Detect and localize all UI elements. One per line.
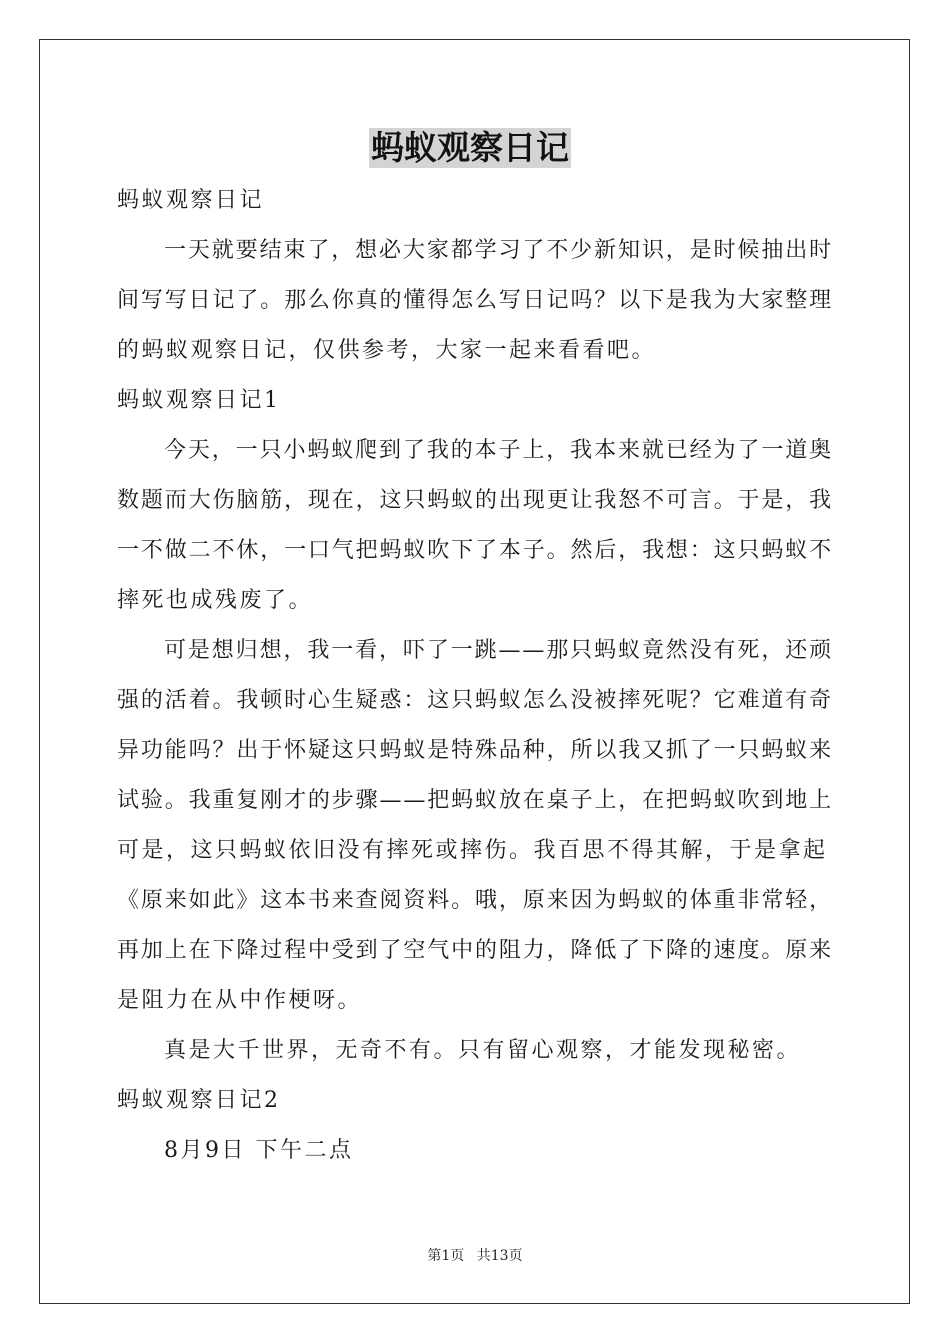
body-line: 是阻力在从中作梗呀。 bbox=[117, 988, 363, 1013]
body-line: 强的活着。我顿时心生疑惑：这只蚂蚁怎么没被摔死呢？它难道有奇 bbox=[117, 688, 834, 713]
body-line: 可是想归想，我一看，吓了一跳——那只蚂蚁竟然没有死，还顽 bbox=[164, 638, 834, 663]
body-line: 一天就要结束了，想必大家都学习了不少新知识，是时候抽出时 bbox=[164, 238, 834, 263]
body-line: 异功能吗？出于怀疑这只蚂蚁是特殊品种，所以我又抓了一只蚂蚁来 bbox=[117, 738, 834, 763]
page-number: 第1页 bbox=[427, 1248, 465, 1264]
body-line: 蚂蚁观察日记2 bbox=[117, 1088, 281, 1113]
body-line: 数题而大伤脑筋，现在，这只蚂蚁的出现更让我怒不可言。于是，我 bbox=[117, 488, 834, 513]
document-title: 蚂蚁观察日记 bbox=[371, 128, 569, 167]
body-line: 试验。我重复刚才的步骤——把蚂蚁放在桌子上，在把蚂蚁吹到地上 bbox=[117, 788, 834, 813]
body-line: 间写写日记了。那么你真的懂得怎么写日记吗？以下是我为大家整理 bbox=[117, 288, 834, 313]
body-line: 《原来如此》这本书来查阅资料。哦，原来因为蚂蚁的体重非常轻， bbox=[117, 888, 834, 913]
page-total: 共13页 bbox=[476, 1248, 523, 1264]
body-line: 摔死也成残废了。 bbox=[117, 588, 314, 613]
body-line: 的蚂蚁观察日记，仅供参考，大家一起来看看吧。 bbox=[117, 338, 657, 363]
body-line: 今天，一只小蚂蚁爬到了我的本子上，我本来就已经为了一道奥 bbox=[164, 438, 834, 463]
body-line: 真是大千世界，无奇不有。只有留心观察，才能发现秘密。 bbox=[164, 1038, 802, 1063]
body-line: 一不做二不休，一口气把蚂蚁吹下了本子。然后，我想：这只蚂蚁不 bbox=[117, 538, 834, 563]
page-footer bbox=[0, 1247, 950, 1265]
body-line: 再加上在下降过程中受到了空气中的阻力，降低了下降的速度。原来 bbox=[117, 938, 834, 963]
body-line: 可是，这只蚂蚁依旧没有摔死或摔伤。我百思不得其解，于是拿起 bbox=[117, 838, 828, 863]
body-line: 蚂蚁观察日记1 bbox=[117, 388, 281, 413]
body-line: 8月9日 下午二点 bbox=[164, 1138, 354, 1163]
body-line: 蚂蚁观察日记 bbox=[117, 188, 265, 213]
